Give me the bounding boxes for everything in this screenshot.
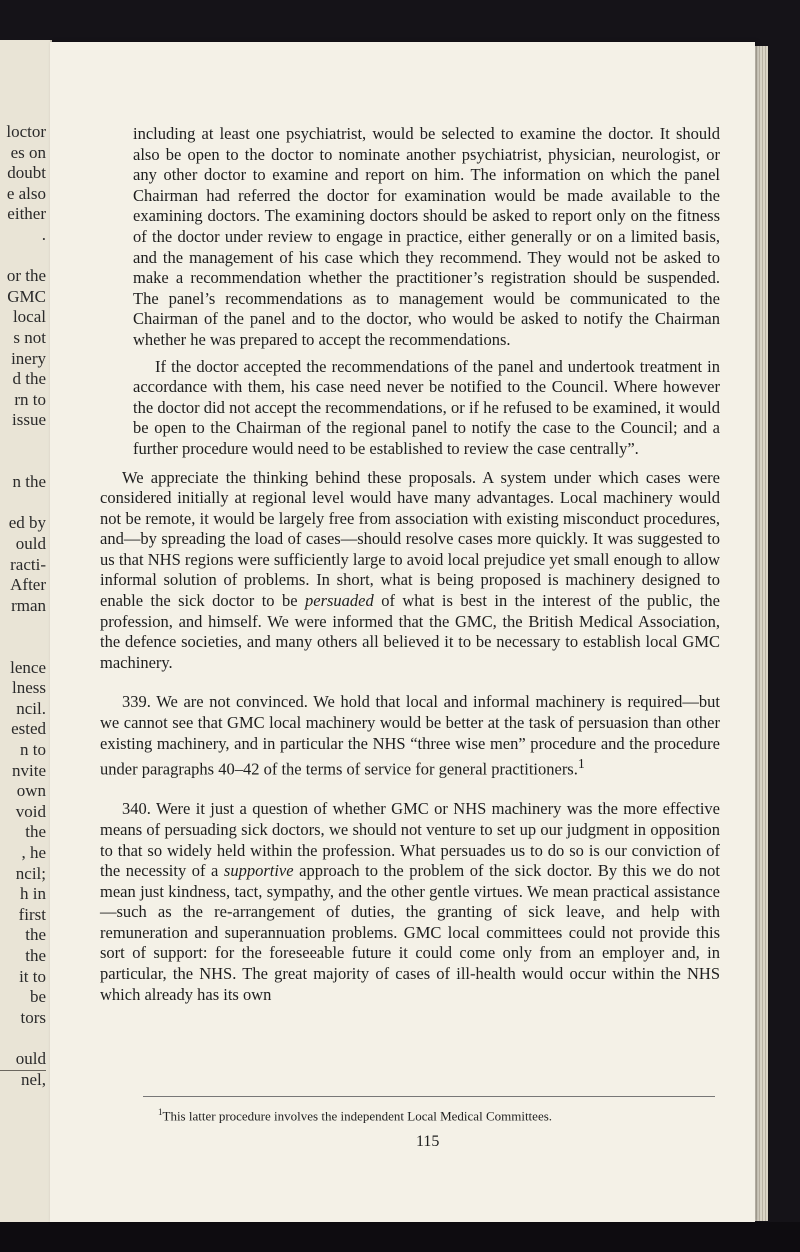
facing-page-fragment: lness [12, 678, 46, 698]
footnote-marker: 1 [158, 1107, 163, 1117]
facing-page-fragment: , he [21, 843, 46, 862]
facing-page-edge [0, 40, 52, 1222]
facing-page-fragment: doubt [7, 163, 46, 183]
facing-page-fragment: s not [13, 328, 46, 347]
footnote-text: This latter procedure involves the independent Local Medical Committees. [162, 1108, 553, 1124]
facing-page-fragment: es on [10, 142, 46, 162]
facing-page-fragment: ould [15, 1049, 46, 1068]
paragraph-text: We appreciate the thinking behind these proposals. A system under which cases were considered initially at regional level would have many advantages. Local machinery would not be remote, it would be largely free from association with existing misconduct procedures, and—by spreading the load of cases—should resolve cases more quickly. It was suggested to us that NHS regions were sufficiently large to avoid local prejudice yet small enough to allow informal solution of problems. In short, what is being proposed is machinery designed to enable the sick doctor to be [100, 467, 720, 611]
facing-page-fragment: n to [20, 740, 46, 759]
facing-page-fragment: n the [12, 472, 46, 492]
facing-page-fragment: rn to [14, 389, 46, 409]
facing-page-fragment: issue [12, 410, 46, 430]
facing-page-fragment: ncil; [15, 863, 46, 883]
paragraph-339 [100, 692, 720, 780]
facing-page-fragment: or the [6, 266, 46, 286]
facing-page-fragment: void [15, 801, 46, 821]
emphasis-supportive: supportive [223, 861, 294, 881]
footnote-reference: 1 [577, 756, 585, 772]
footnote-rule [143, 1096, 715, 1097]
facing-page-fragment: ncil. [16, 698, 46, 718]
paragraph-text: 339. We are not convinced. We hold that local and informal machinery is required—but we cannot see that GMC local machinery would be better at the task of persuasion than other existing machinery, and in particular the NHS “three wise men” procedure and the procedure under paragraphs 40–42 of the terms of service for general practitioners. [100, 692, 720, 779]
facing-page-fragment: either [7, 204, 46, 224]
facing-page-fragment: inery [11, 348, 46, 368]
facing-page-fragment: nel, [20, 1069, 46, 1089]
facing-page-fragment: d the [12, 369, 46, 389]
paragraph-appreciate [100, 468, 720, 674]
body-text [100, 124, 720, 1005]
facing-page-fragment: nvite [12, 760, 46, 780]
footnote [158, 1107, 552, 1124]
facing-page-fragment: the [25, 946, 46, 965]
facing-page-fragment: local [12, 307, 46, 327]
facing-page-fragment: lence [10, 657, 46, 677]
facing-page-fragment: own [16, 781, 46, 801]
quoted-paragraph-1: including at least one psychiatrist, would be selected to examine the doctor. It should also be open to the doctor to nominate another psychiatrist, physician, neurologist, or any other doctor to examine and report on him. The information on which the panel Chairman had referred the doctor for examination would be made available to the examining doctors. The examining doctors should be asked to report only on the fitness of the doctor under review to engage in practice, either generally or on a limited basis, and the management of his case which they recommend. They would not be asked to make a recommendation whether the practitioner’s registration should be suspended. The panel’s recommendations as to management would be communicated to the Chairman of the panel and to the doctor, who would be asked to notify the Chairman whether he was prepared to accept the recommendations. [133, 124, 720, 349]
emphasis-persuaded: persuaded [305, 591, 374, 611]
facing-page-fragment: . [41, 225, 46, 244]
facing-page-fragment: After [10, 575, 46, 595]
quoted-paragraph-2: If the doctor accepted the recommendations of the panel and undertook treatment in accordance with them, his case need never be notified to the Council. Where however the doctor did not accept the recommendations, or if he refused to be examined, it would be open to the Chairman of the regional panel to notify the case to the Council; and a further procedure would need to be established to review the case centrally”. [133, 356, 720, 458]
paragraph-340 [100, 799, 720, 1005]
facing-page-fragment: GMC [7, 286, 46, 306]
page-number: 115 [416, 1133, 440, 1150]
facing-page-fragment: loctor [6, 122, 46, 141]
facing-page-fragment: h in [20, 884, 46, 904]
book-page [50, 42, 755, 1222]
facing-page-fragment: the [25, 822, 46, 842]
paragraph-text: approach to the problem of the sick doctor. By this we do not mean just kindness, tact, sympathy, and the other gentle virtues. We mean practical assistance—such as the re-arrangement of duties, the granting of sick leave, and help with remuneration and superannuation problems. GMC local committees could not provide this sort of support: for the foreseeable future it could come only from an employer and, in particular, the NHS. The great majority of cases of ill-health would occur within the NHS which already has its own [100, 861, 720, 1004]
facing-page-fragment: the [25, 925, 46, 945]
facing-page-fragment: be [29, 987, 46, 1007]
facing-page-fragment: ed by [8, 513, 46, 533]
paragraph-text: of what is best in the interest of the public, the profession, and himself. We were informed that the GMC, the British Medical Association, the defence societies, and many others all believed it to be necessary to establish local GMC machinery. [100, 591, 720, 672]
facing-page-fragment: it to [19, 966, 46, 986]
facing-page-fragment: e also [6, 183, 46, 203]
paragraph-text: 340. Were it just a question of whether GMC or NHS machinery was the more effective means of persuading sick doctors, we should not venture to set up our judgment in opposition to that so widely held within the profession. What persuades us to do so is our conviction of the necessity of a [100, 799, 720, 881]
facing-page-fragment: ested [11, 719, 46, 739]
facing-page-fragment: racti- [10, 554, 46, 574]
facing-page-fragment: ould [15, 534, 46, 553]
facing-page-fragment: rman [11, 595, 46, 615]
facing-page-fragment: first [18, 904, 46, 924]
facing-page-fragment: tors [20, 1007, 46, 1027]
scan-background [0, 1222, 800, 1252]
